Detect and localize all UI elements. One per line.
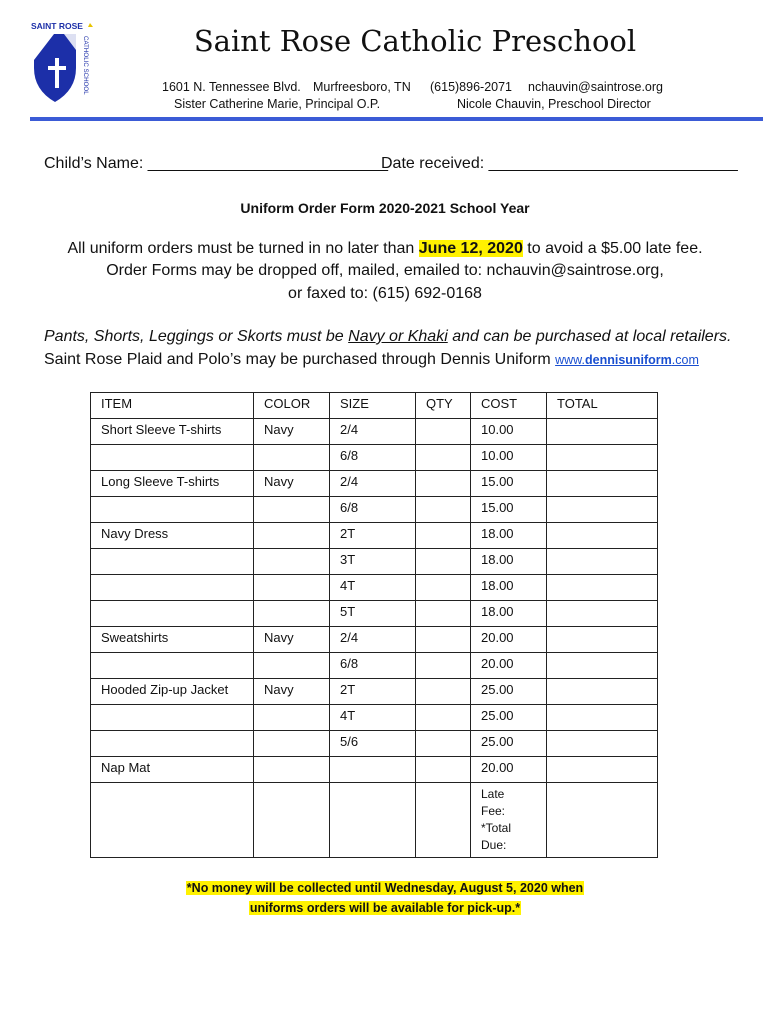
cell-total[interactable] — [547, 705, 658, 731]
cell-total[interactable] — [547, 549, 658, 575]
cell-item — [91, 601, 254, 627]
cell-size: 4T — [330, 705, 416, 731]
late-fee-label: Late Fee: *Total Due: — [471, 783, 547, 858]
cell-item: Short Sleeve T-shirts — [91, 419, 254, 445]
cell-cost: 15.00 — [471, 497, 547, 523]
cell-color: Navy — [254, 471, 330, 497]
cell-cost: 20.00 — [471, 627, 547, 653]
cell-item: Nap Mat — [91, 757, 254, 783]
cell-total[interactable] — [547, 757, 658, 783]
cell-item — [91, 575, 254, 601]
late-fee-color-cell — [254, 783, 330, 858]
late-fee-item-cell — [91, 783, 254, 858]
cell-size: 2T — [330, 523, 416, 549]
table-row — [91, 575, 658, 601]
header-rule — [30, 117, 763, 121]
cell-total[interactable] — [547, 627, 658, 653]
cell-color — [254, 445, 330, 471]
cell-size: 4T — [330, 575, 416, 601]
cell-total[interactable] — [547, 419, 658, 445]
pickup-notice — [0, 878, 770, 918]
cell-qty[interactable] — [416, 523, 471, 549]
cell-size: 2/4 — [330, 627, 416, 653]
phone: (615)896-2071 — [430, 80, 513, 94]
cell-color — [254, 497, 330, 523]
deadline-date: June 12, 2020 — [418, 240, 523, 257]
cell-color — [254, 731, 330, 757]
logo-text-top: SAINT ROSE — [31, 21, 83, 31]
cell-total[interactable] — [547, 471, 658, 497]
date-received-field: Date received: ____________________________ — [381, 155, 738, 172]
dropoff-line: Order Forms may be dropped off, mailed, emailed to: nchauvin@saintrose.org, — [106, 262, 664, 279]
cell-qty[interactable] — [416, 705, 471, 731]
table-row — [91, 705, 658, 731]
cell-qty[interactable] — [416, 419, 471, 445]
deadline-line — [0, 240, 770, 258]
table-row — [91, 627, 658, 653]
cell-size: 6/8 — [330, 653, 416, 679]
cell-item: Sweatshirts — [91, 627, 254, 653]
cell-size — [330, 757, 416, 783]
pants-note — [44, 328, 731, 346]
cell-item — [91, 445, 254, 471]
table-row — [91, 653, 658, 679]
cell-cost: 10.00 — [471, 445, 547, 471]
order-table — [90, 392, 658, 858]
table-row — [91, 419, 658, 445]
cell-total[interactable] — [547, 575, 658, 601]
cell-item: Long Sleeve T-shirts — [91, 471, 254, 497]
child-name-field: Child’s Name: ___________________________ — [44, 155, 388, 172]
cell-cost: 20.00 — [471, 653, 547, 679]
deadline-text-before: All uniform orders must be turned in no later than — [67, 240, 419, 257]
cell-item: Navy Dress — [91, 523, 254, 549]
cell-color — [254, 523, 330, 549]
plaid-note — [44, 351, 699, 369]
cell-cost: 10.00 — [471, 419, 547, 445]
cell-qty[interactable] — [416, 731, 471, 757]
cell-item — [91, 731, 254, 757]
table-row — [91, 497, 658, 523]
pants-note-start: Pants, Shorts, Leggings or Skorts must be — [44, 328, 349, 345]
cell-item — [91, 549, 254, 575]
cell-qty[interactable] — [416, 627, 471, 653]
col-qty: QTY — [416, 393, 471, 419]
cell-item — [91, 497, 254, 523]
principal: Sister Catherine Marie, Principal O.P. — [174, 97, 381, 111]
logo-text-side: CATHOLIC SCHOOL — [82, 36, 89, 95]
cell-color — [254, 601, 330, 627]
deadline-text-after: to avoid a $5.00 late fee. — [522, 240, 703, 257]
cell-qty[interactable] — [416, 445, 471, 471]
pickup-notice-line1: *No money will be collected until Wednesday, August 5, 2020 when — [186, 881, 584, 895]
table-row — [91, 601, 658, 627]
cell-color — [254, 575, 330, 601]
cell-qty[interactable] — [416, 575, 471, 601]
cell-total[interactable] — [547, 653, 658, 679]
cell-size: 3T — [330, 549, 416, 575]
cell-cost: 18.00 — [471, 601, 547, 627]
cell-color: Navy — [254, 627, 330, 653]
cell-cost: 18.00 — [471, 575, 547, 601]
cell-total[interactable] — [547, 679, 658, 705]
cell-cost: 15.00 — [471, 471, 547, 497]
table-row — [91, 523, 658, 549]
cell-qty[interactable] — [416, 497, 471, 523]
cell-color: Navy — [254, 419, 330, 445]
dennis-uniform-link[interactable]: www.dennisuniform.com — [555, 353, 699, 367]
cell-color — [254, 705, 330, 731]
table-row — [91, 731, 658, 757]
cell-size: 2/4 — [330, 419, 416, 445]
email: nchauvin@saintrose.org — [528, 80, 663, 94]
col-cost: COST — [471, 393, 547, 419]
plaid-note-text: Saint Rose Plaid and Polo’s may be purchased through Dennis Uniform — [44, 351, 556, 368]
cell-qty[interactable] — [416, 757, 471, 783]
director: Nicole Chauvin, Preschool Director — [457, 97, 651, 111]
total-due-cell — [547, 783, 658, 858]
pants-note-end: and can be purchased at local retailers. — [447, 328, 732, 345]
table-header-row — [91, 393, 658, 419]
cell-color — [254, 653, 330, 679]
table-row — [91, 679, 658, 705]
fax-line: or faxed to: (615) 692-0168 — [288, 285, 482, 302]
table-row — [91, 471, 658, 497]
col-color: COLOR — [254, 393, 330, 419]
col-total: TOTAL — [547, 393, 658, 419]
cell-item — [91, 653, 254, 679]
form-title: Uniform Order Form 2020-2021 School Year — [240, 200, 530, 216]
cell-cost: 25.00 — [471, 679, 547, 705]
cell-item — [91, 705, 254, 731]
cell-color: Navy — [254, 679, 330, 705]
cell-size: 6/8 — [330, 497, 416, 523]
late-fee-row — [91, 783, 658, 858]
cell-cost: 20.00 — [471, 757, 547, 783]
pants-note-colors: Navy or Khaki — [348, 328, 448, 345]
col-item: ITEM — [91, 393, 254, 419]
cell-color — [254, 549, 330, 575]
cell-size: 2/4 — [330, 471, 416, 497]
cell-cost: 25.00 — [471, 731, 547, 757]
cell-qty[interactable] — [416, 653, 471, 679]
late-fee-qty-cell — [416, 783, 471, 858]
cell-color — [254, 757, 330, 783]
cell-cost: 25.00 — [471, 705, 547, 731]
cell-size: 6/8 — [330, 445, 416, 471]
city: Murfreesboro, TN — [313, 80, 411, 94]
cell-qty[interactable] — [416, 601, 471, 627]
cell-total[interactable] — [547, 523, 658, 549]
late-fee-size-cell — [330, 783, 416, 858]
cell-total[interactable] — [547, 601, 658, 627]
table-row — [91, 757, 658, 783]
cell-size: 2T — [330, 679, 416, 705]
cell-qty[interactable] — [416, 471, 471, 497]
cell-qty[interactable] — [416, 679, 471, 705]
school-name: Saint Rose Catholic Preschool — [193, 24, 637, 58]
pickup-notice-line2: uniforms orders will be available for pick-up.* — [249, 901, 521, 915]
col-size: SIZE — [330, 393, 416, 419]
school-logo — [30, 20, 96, 106]
cell-size: 5T — [330, 601, 416, 627]
cell-total[interactable] — [547, 731, 658, 757]
cell-cost: 18.00 — [471, 523, 547, 549]
table-row — [91, 445, 658, 471]
cell-total[interactable] — [547, 497, 658, 523]
address: 1601 N. Tennessee Blvd. — [162, 80, 301, 94]
cell-item: Hooded Zip-up Jacket — [91, 679, 254, 705]
cell-total[interactable] — [547, 445, 658, 471]
cell-qty[interactable] — [416, 549, 471, 575]
table-row — [91, 549, 658, 575]
cell-cost: 18.00 — [471, 549, 547, 575]
cell-size: 5/6 — [330, 731, 416, 757]
